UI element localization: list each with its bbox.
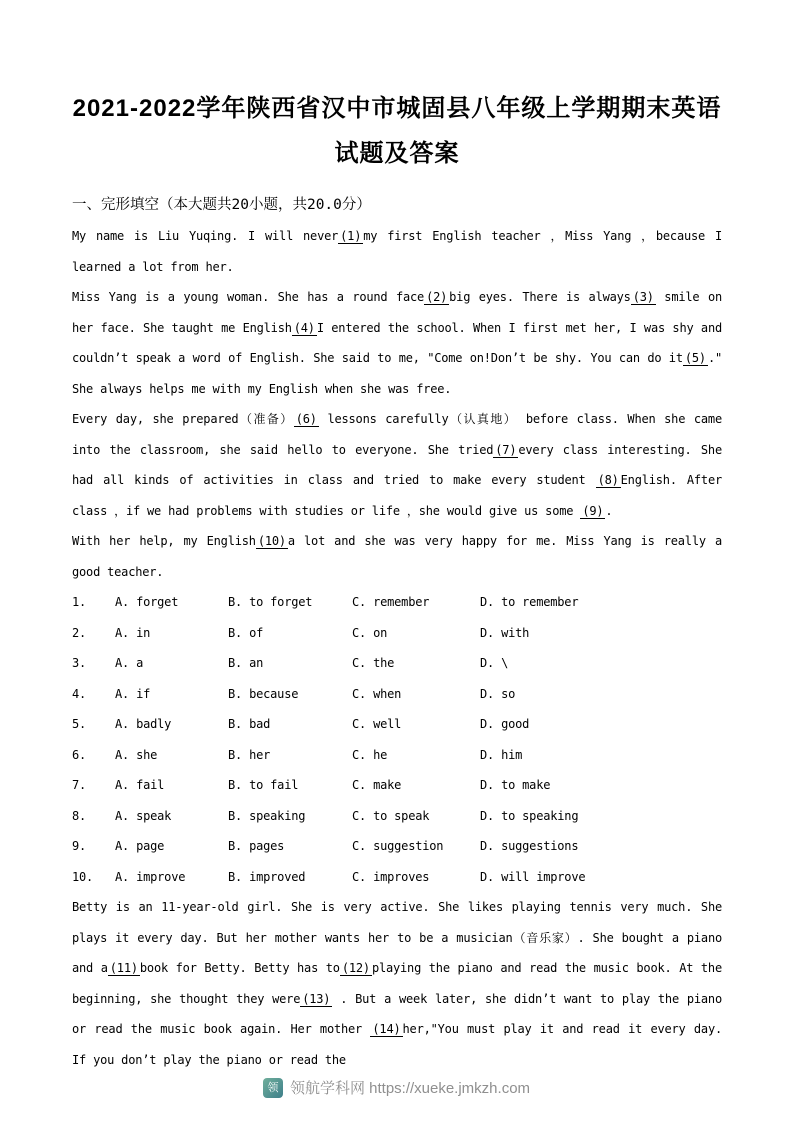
footer	[0, 1077, 793, 1098]
xueke-logo-icon: 领	[263, 1078, 283, 1098]
answer-option: D. to speaking	[480, 808, 579, 823]
cloze-blank: (9)	[582, 503, 604, 518]
passage-text: her,"You must play it and read it every day. If you don’t play the piano or read the	[72, 1022, 722, 1067]
passage-text: lessons carefully（认真地） before class. When she came into the classroom, she said hello to everyone. She tried	[72, 412, 722, 457]
answer-option: D. good	[480, 717, 530, 731]
question-row	[72, 862, 722, 893]
answer-option: D. so	[480, 686, 516, 701]
answer-option: D. \	[480, 656, 509, 670]
answer-option: A. a	[115, 656, 144, 670]
answer-option: D. with	[480, 625, 530, 640]
cloze2-passage	[72, 892, 722, 1075]
answer-option: C. when	[352, 686, 402, 701]
cloze-blank: (6)	[295, 412, 317, 426]
answer-option: A. fail	[115, 778, 165, 792]
cloze-blank: (14)	[372, 1022, 401, 1036]
passage-text: . But a week later, she didn’t want to play the piano or read the music book again. Her mother	[72, 991, 722, 1036]
question-number: 9.	[72, 839, 87, 853]
answer-option: A. she	[115, 747, 158, 762]
answer-option: C. well	[352, 717, 402, 731]
answer-option: B. because	[228, 686, 299, 701]
question-row	[72, 831, 722, 862]
cloze-blank: (13)	[302, 991, 331, 1006]
answer-option: C. suggestion	[352, 839, 444, 853]
passage-text: Every day, she prepared（准备）	[72, 412, 294, 426]
passage-text: Miss Yang is a young woman. She has a round face	[72, 290, 425, 304]
cloze-blank: (1)	[340, 229, 362, 243]
answer-option: B. to forget	[228, 595, 313, 609]
cloze1-passage	[72, 221, 722, 587]
answer-option: C. improves	[352, 869, 430, 884]
question-number: 5.	[72, 717, 87, 731]
answer-option: C. he	[352, 747, 388, 762]
passage-text: ." She always helps me with my English when she was free.	[72, 351, 722, 396]
passage-text: My name is Liu Yuqing. I will never	[72, 229, 339, 243]
answer-option: C. make	[352, 778, 402, 792]
answer-option: A. badly	[115, 717, 172, 731]
passage-text: With her help, my English	[72, 534, 256, 548]
passage-paragraph	[72, 892, 722, 1075]
answer-option: C. the	[352, 656, 395, 670]
cloze-blank: (3)	[632, 290, 654, 304]
passage-text: book for Betty. Betty has to	[139, 961, 340, 975]
footer-site-link[interactable]: 领航学科网 https://xueke.jmkzh.com	[289, 1080, 531, 1097]
answer-option: B. to fail	[228, 778, 299, 792]
passage-text: .	[605, 503, 613, 518]
cloze-blank: (7)	[495, 442, 517, 457]
answer-option: B. her	[228, 747, 271, 762]
passage-text: Betty is an 11-year-old girl. She is very active. She likes playing tennis very much. She plays it every day. But her mother wants her to be a musician（音乐家）. She bought a piano and a	[72, 900, 722, 975]
question-row	[72, 770, 722, 801]
passage-text: playing the piano and read the music book. At the beginning, she thought they were	[72, 961, 722, 1006]
question-number: 1.	[72, 595, 87, 609]
passage-text: a lot and she was very happy for me. Miss Yang is really a good teacher.	[72, 534, 722, 579]
answer-option: D. to remember	[480, 595, 579, 609]
answer-option: A. page	[115, 839, 165, 853]
answer-option: D. will improve	[480, 869, 586, 884]
answer-option: B. an	[228, 656, 264, 670]
question-row	[72, 648, 722, 679]
question-row	[72, 801, 722, 832]
answer-option: B. speaking	[228, 808, 306, 823]
cloze-blank: (12)	[341, 961, 370, 975]
answer-option: A. speak	[115, 808, 172, 823]
answer-option: D. suggestions	[480, 839, 579, 853]
passage-text: smile on her face. She taught me English	[72, 290, 722, 335]
question-row	[72, 679, 722, 710]
answer-option: A. if	[115, 686, 151, 701]
answer-option: D. to make	[480, 778, 551, 792]
passage-paragraph	[72, 404, 722, 526]
cloze-blank: (11)	[109, 961, 138, 975]
passage-text: I entered the school. When I first met her, I was shy and couldn’t speak a word of English. She said to me, "Come on!Don’t be shy. You can do it	[72, 320, 722, 365]
answer-option: D. him	[480, 747, 523, 762]
passage-text: every class interesting. She had all kinds of activities in class and tried to make every student	[72, 442, 722, 487]
answer-option: B. bad	[228, 717, 271, 731]
cloze-blank: (8)	[597, 473, 619, 487]
passage-paragraph	[72, 282, 722, 404]
question-row	[72, 740, 722, 771]
answer-option: A. improve	[115, 869, 186, 884]
question-number: 10.	[72, 869, 94, 884]
question-number: 4.	[72, 686, 87, 701]
cloze-blank: (4)	[293, 320, 315, 335]
section-heading: 一、完形填空（本大题共20小题，共20.0分）	[72, 197, 371, 213]
question-row	[72, 587, 722, 618]
passage-text: English. After class ，if we had problems with studies or life ，she would give us some	[72, 473, 722, 518]
passage-paragraph	[72, 526, 722, 587]
answer-option: C. on	[352, 625, 388, 640]
question-row	[72, 618, 722, 649]
question-number: 2.	[72, 625, 87, 640]
question-number: 6.	[72, 747, 87, 762]
cloze-blank: (5)	[684, 351, 706, 365]
passage-text: big eyes. There is always	[449, 290, 631, 304]
question-number: 3.	[72, 656, 87, 670]
question-list	[72, 587, 722, 892]
page-title: 2021-2022学年陕西省汉中市城固县八年级上学期期末英语试题及答案	[72, 95, 722, 167]
cloze-blank: (10)	[257, 534, 286, 548]
answer-option: C. remember	[352, 595, 430, 609]
answer-option: A. in	[115, 625, 151, 640]
cloze-blank: (2)	[426, 290, 448, 304]
answer-option: B. of	[228, 625, 264, 640]
question-number: 7.	[72, 778, 87, 792]
question-number: 8.	[72, 808, 87, 823]
passage-paragraph	[72, 221, 722, 282]
answer-option: A. forget	[115, 595, 179, 609]
question-row	[72, 709, 722, 740]
passage-text: my first English teacher ，Miss Yang ，because I learned a lot from her.	[72, 229, 722, 274]
answer-option: B. pages	[228, 839, 285, 853]
answer-option: C. to speak	[352, 808, 430, 823]
answer-option: B. improved	[228, 869, 306, 884]
